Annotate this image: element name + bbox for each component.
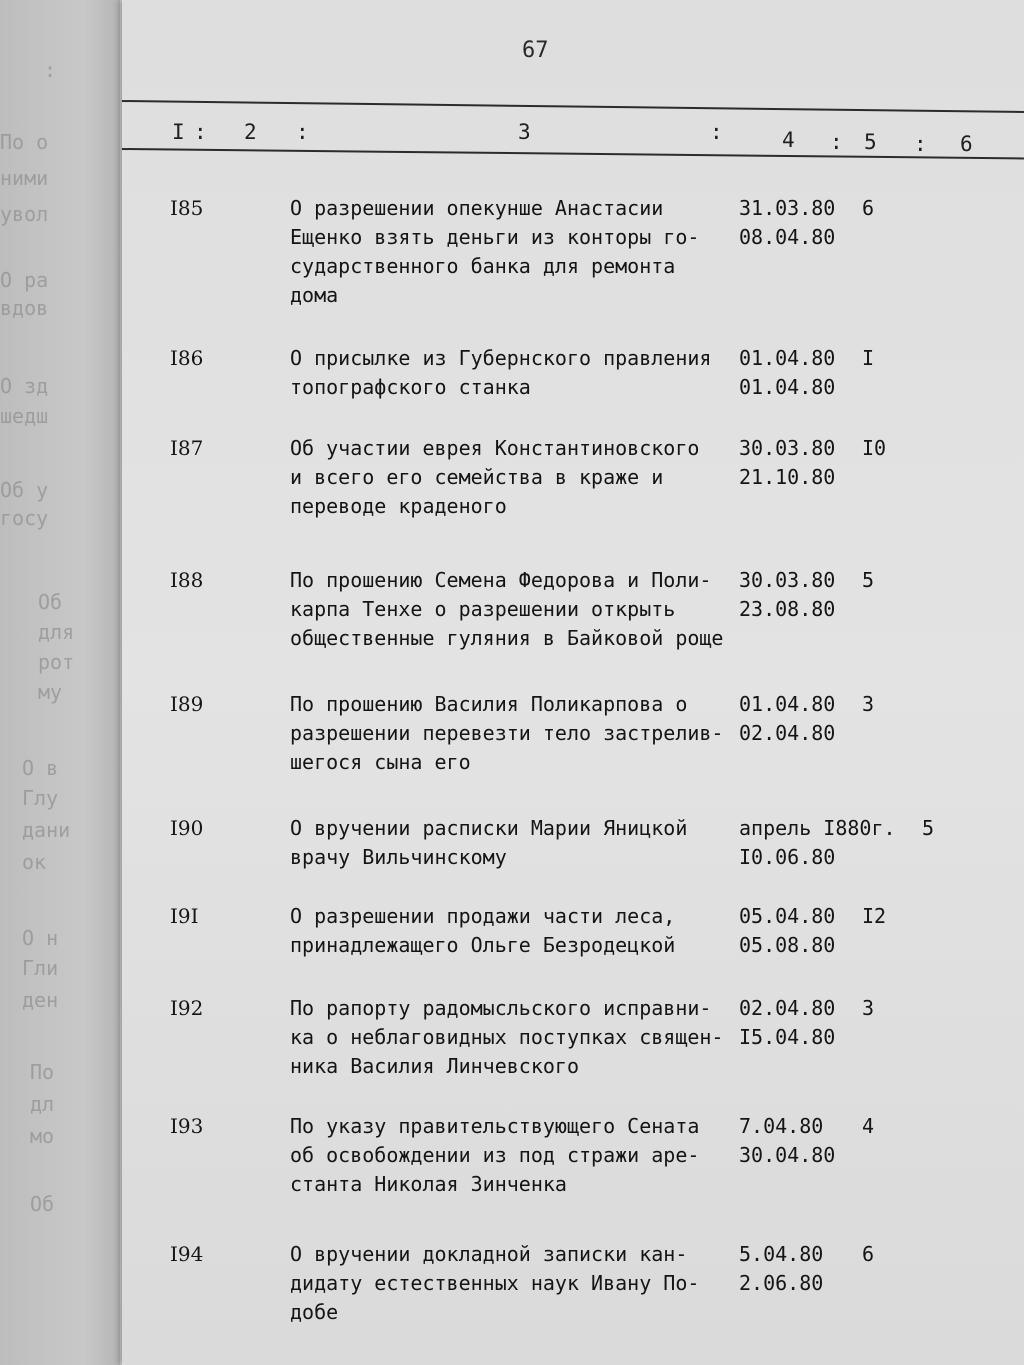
record-number: I85 — [170, 196, 204, 220]
margin-ghost-text: : — [44, 58, 57, 82]
record-dates: 7.04.80 30.04.80 — [739, 1114, 836, 1167]
margin-ghost-text: госу — [0, 506, 49, 530]
document-page — [122, 0, 1024, 1365]
record-sheet-count: 6 — [862, 196, 875, 220]
margin-ghost-text: О в — [22, 756, 59, 780]
record-number: I87 — [170, 436, 204, 460]
record-title: По прошению Василия Поликарпова о разрешении перевезти тело застрелив- шегося сына его — [290, 692, 724, 774]
margin-ghost-text: вдов — [0, 296, 49, 320]
record-dates: 30.03.80 21.10.80 — [739, 436, 836, 489]
column-separator: : — [296, 120, 309, 144]
margin-ghost-text: О ра — [0, 268, 49, 292]
page-number: 67 — [522, 38, 549, 63]
column-separator: : — [830, 130, 843, 154]
record-title: О вручении расписки Марии Яницкой врачу Вильчинскому — [290, 816, 688, 869]
column-separator: : — [194, 120, 207, 144]
margin-ghost-text: Об у — [0, 478, 49, 502]
column-header-5: 5 — [864, 130, 877, 154]
record-dates: 05.04.80 05.08.80 — [739, 904, 836, 957]
record-dates: 02.04.80 I5.04.80 — [739, 996, 836, 1049]
margin-ghost-text: Об — [30, 1192, 55, 1216]
column-separator: : — [710, 120, 723, 144]
record-dates: 30.03.80 23.08.80 — [739, 568, 836, 621]
record-dates: 31.03.80 08.04.80 — [739, 196, 836, 249]
record-title: О присылке из Губернского правления топографского станка — [290, 346, 712, 399]
record-dates: 5.04.80 2.06.80 — [739, 1242, 824, 1295]
record-sheet-count: 5 — [862, 568, 875, 592]
margin-ghost-text: шедш — [0, 404, 49, 428]
record-number: I88 — [170, 568, 204, 592]
column-separator: : — [914, 132, 927, 156]
record-number: I90 — [170, 816, 204, 840]
record-dates: апрель I880г. I0.06.80 — [739, 816, 896, 869]
record-sheet-count: I2 — [862, 904, 887, 928]
record-sheet-count: I — [862, 346, 875, 370]
record-number: I9I — [170, 904, 199, 928]
margin-ghost-text: ок — [22, 850, 47, 874]
record-title: По рапорту радомысльского исправни- ка о неблаговидных поступках священ- ника Василия Линчевского — [290, 996, 724, 1078]
column-header-2: 2 — [244, 120, 257, 144]
margin-ghost-text: рот — [38, 650, 75, 674]
margin-ghost-text: дани — [22, 818, 71, 842]
margin-ghost-text: мо — [30, 1124, 55, 1148]
margin-ghost-text: О н — [22, 926, 59, 950]
margin-ghost-text: Глу — [22, 786, 59, 810]
record-dates: 01.04.80 01.04.80 — [739, 346, 836, 399]
header-top-rule — [122, 100, 1024, 113]
margin-ghost-text: По о — [0, 130, 49, 154]
margin-ghost-text: Об — [38, 590, 63, 614]
record-sheet-count: 4 — [862, 1114, 875, 1138]
record-number: I86 — [170, 346, 204, 370]
margin-ghost-text: ними — [0, 166, 49, 190]
record-sheet-count: 3 — [862, 692, 875, 716]
record-title: О вручении докладной записки кан- дидату естественных наук Ивану По- добе — [290, 1242, 700, 1324]
margin-ghost-text: для — [38, 620, 75, 644]
record-sheet-count: 5 — [922, 816, 935, 840]
record-sheet-count: 3 — [862, 996, 875, 1020]
record-number: I89 — [170, 692, 204, 716]
column-header-3: 3 — [518, 120, 531, 144]
margin-ghost-text: По — [30, 1060, 55, 1084]
record-title: Об участии еврея Константиновского и всего его семейства в краже и переводе краденого — [290, 436, 700, 518]
margin-ghost-text: Гли — [22, 956, 59, 980]
margin-ghost-text: дл — [30, 1092, 55, 1116]
record-number: I92 — [170, 996, 204, 1020]
record-dates: 01.04.80 02.04.80 — [739, 692, 836, 745]
margin-ghost-text: О зд — [0, 374, 49, 398]
previous-page-edge — [0, 0, 120, 1365]
record-title: О разрешении продажи части леса, принадлежащего Ольге Безродецкой — [290, 904, 676, 957]
column-header-6: 6 — [960, 132, 973, 156]
record-title: По прошению Семена Федорова и Поли- карпа Тенхе о разрешении открыть общественные гуляния в Байковой роще — [290, 568, 724, 650]
record-sheet-count: 6 — [862, 1242, 875, 1266]
header-bottom-rule — [122, 148, 1024, 159]
margin-ghost-text: ден — [22, 988, 59, 1012]
record-title: По указу правительствующего Сената об освобождении из под стражи аре- станта Николая Зинченка — [290, 1114, 700, 1196]
margin-ghost-text: увол — [0, 202, 49, 226]
margin-ghost-text: му — [38, 680, 63, 704]
column-header-4: 4 — [782, 128, 795, 152]
record-number: I93 — [170, 1114, 204, 1138]
record-title: О разрешении опекунше Анастасии Ещенко взять деньги из конторы го- сударственного банка для ремонта дома — [290, 196, 700, 307]
record-number: I94 — [170, 1242, 204, 1266]
column-header-1: I — [172, 120, 185, 144]
record-sheet-count: I0 — [862, 436, 887, 460]
